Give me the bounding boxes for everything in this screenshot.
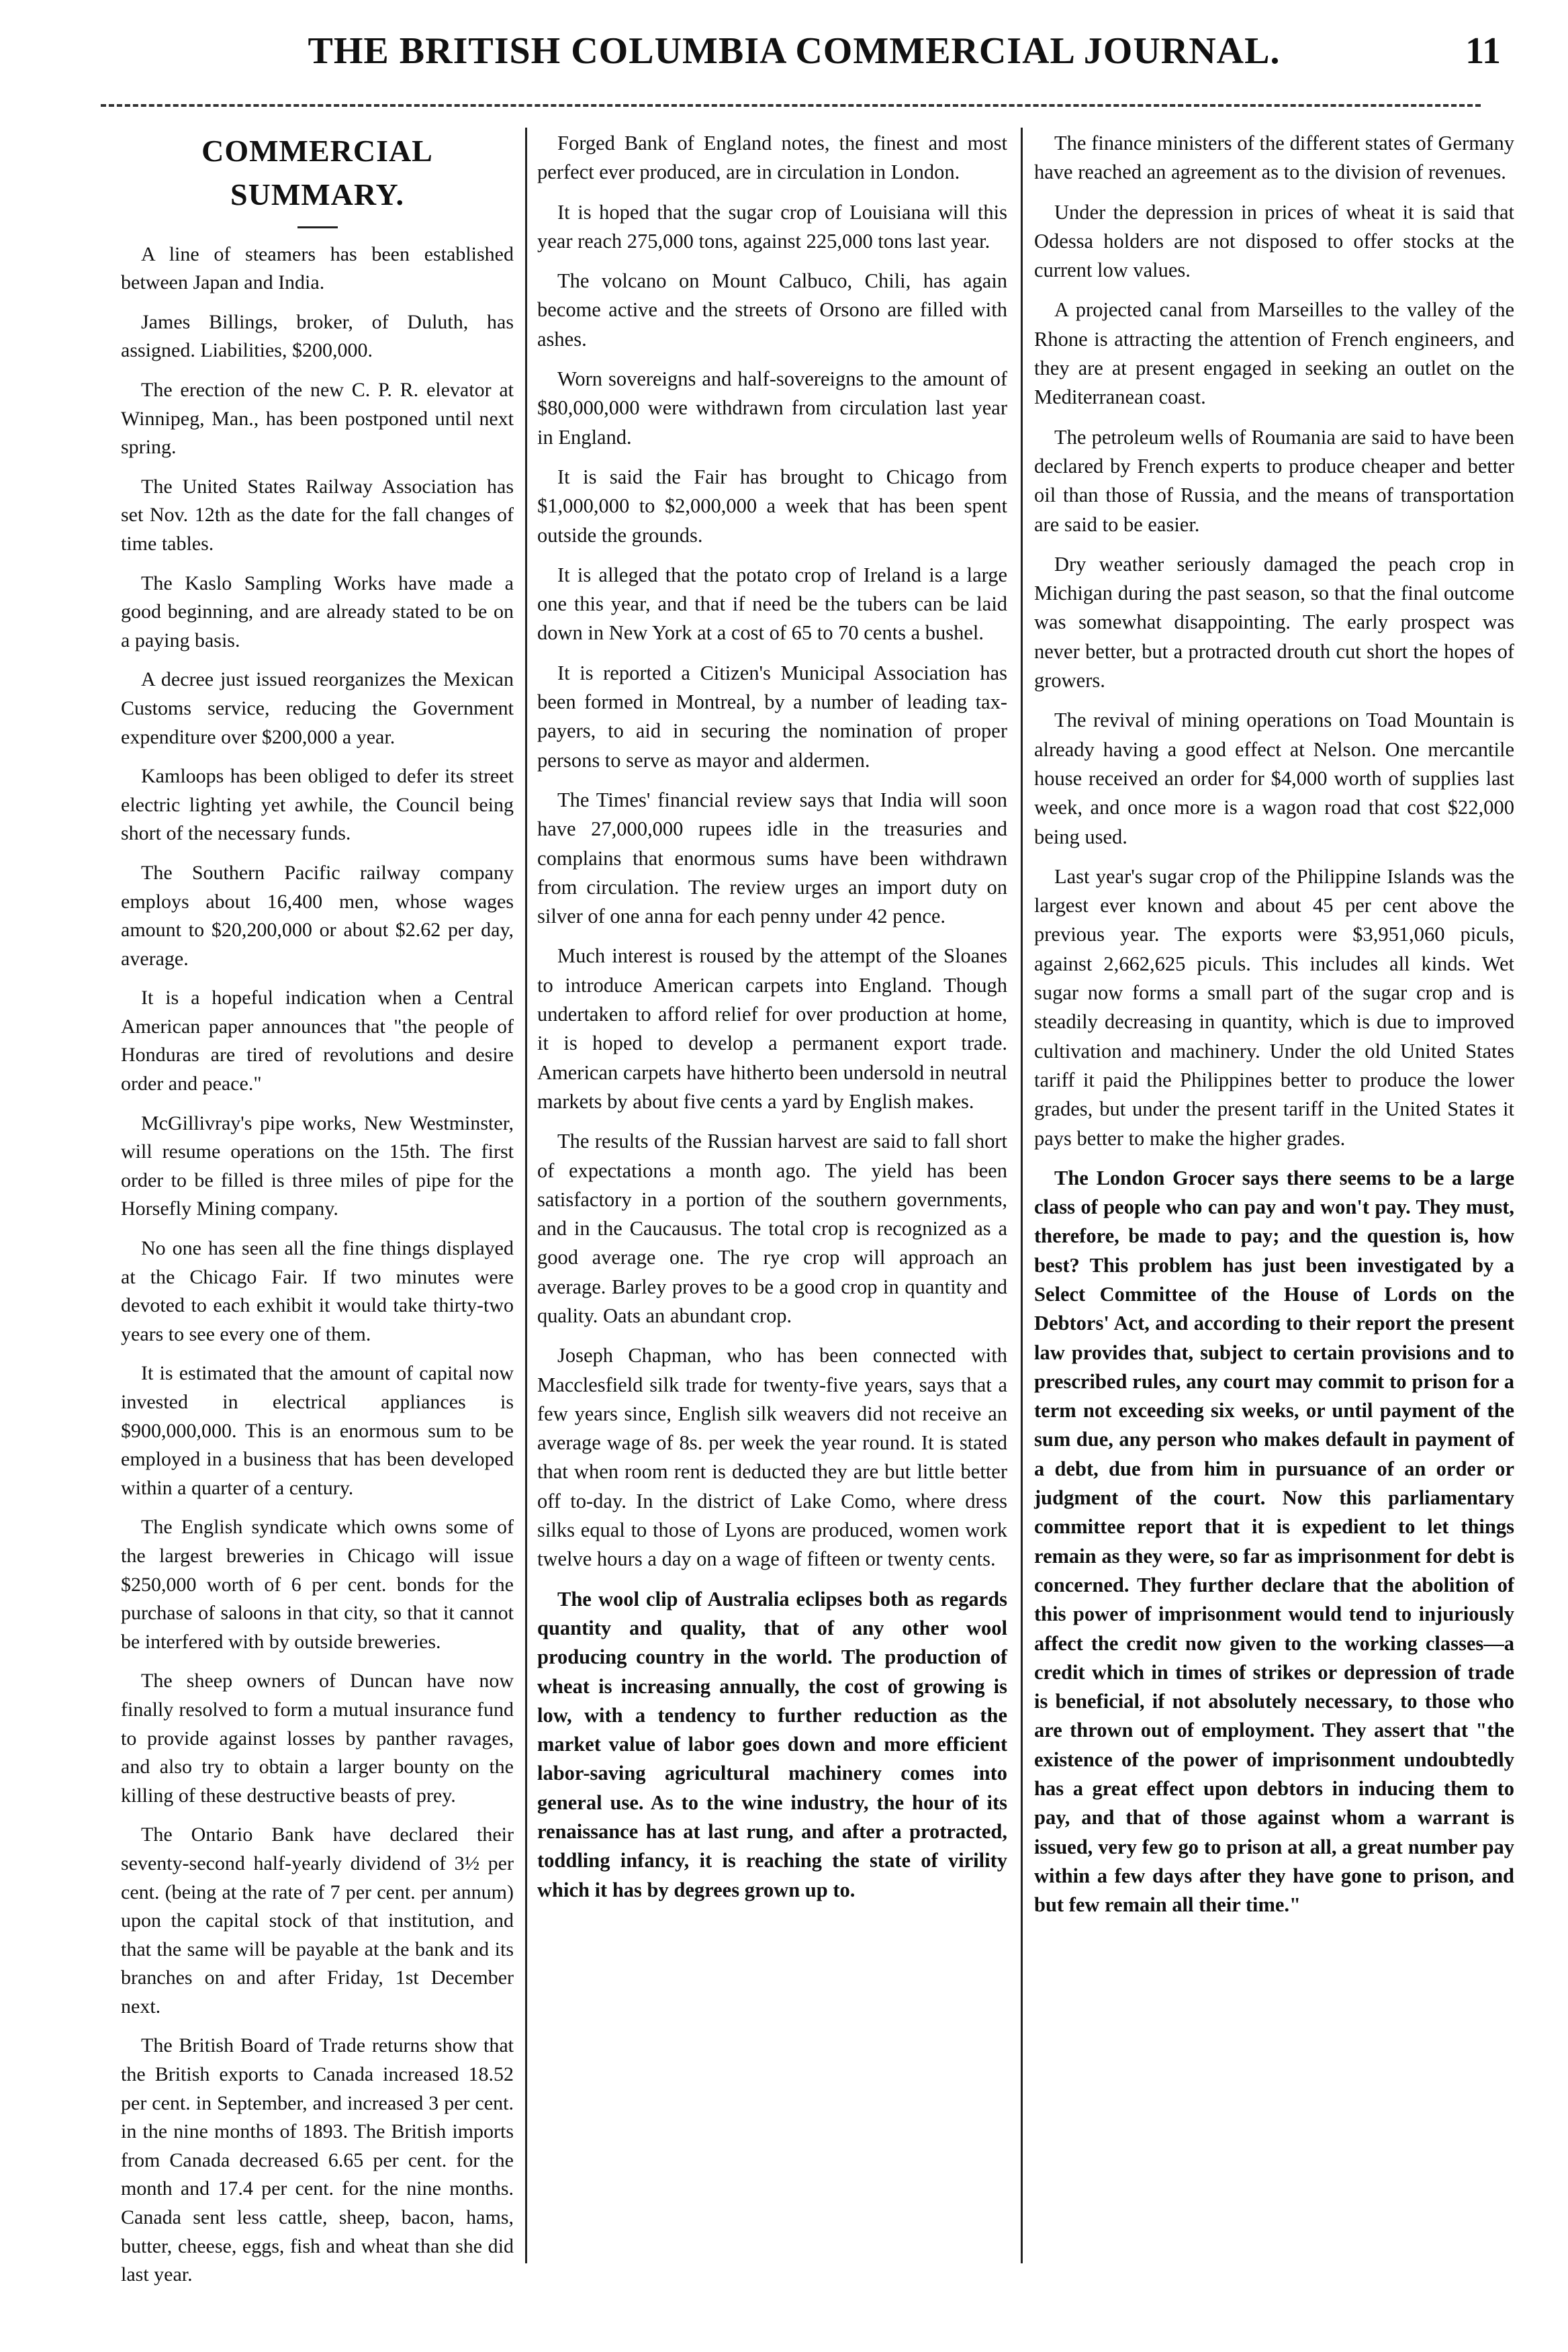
- news-item: The results of the Russian harvest are said to fall short of expectations a month ago. The yield has been satisfactory in a portion of the southern governments, and in the Caucausus. The total crop is recognized as a good average one. The rye crop will approach an average. Barley proves to be a good crop in quantity and quality. Oats an abundant crop.: [537, 1130, 1007, 1327]
- news-item: Joseph Chapman, who has been connected with Macclesfield silk trade for twenty-five years, says that a few years since, English silk weavers did not receive an average wage of 8s. per week the year round. It is stated that when room rent is deducted they are but little better off to-day. In the district of Lake Como, where dress silks equal to those of Lyons are produced, women work twelve hours a day on a wage of fifteen or twenty cents.: [537, 1344, 1007, 1571]
- news-item: Kamloops has been obliged to defer its street electric lighting yet awhile, the Council being short of the necessary funds.: [121, 765, 514, 845]
- page-number: 11: [1465, 30, 1501, 72]
- news-item: Worn sovereigns and half-sovereigns to the amount of $80,000,000 were withdrawn from circulation last year in England.: [537, 367, 1007, 449]
- heading-rule: [297, 226, 338, 228]
- header-rule: [101, 104, 1481, 107]
- journal-title: THE BRITISH COLUMBIA COMMERCIAL JOURNAL.: [308, 30, 1281, 72]
- running-head: [81, 27, 1508, 87]
- news-item: Forged Bank of England notes, the finest and most perfect ever produced, are in circulation in London.: [537, 132, 1007, 184]
- column-divider: [525, 128, 527, 2263]
- news-item: A projected canal from Marseilles to the valley of the Rhone is attracting the attention of French engineers, and they are at present engaged in seeking an outlet on the Mediterranean coast.: [1034, 298, 1514, 409]
- news-item: It is said the Fair has brought to Chicago from $1,000,000 to $2,000,000 a week that has been spent outside the grounds.: [537, 465, 1007, 547]
- news-item: Last year's sugar crop of the Philippine Islands was the largest ever known and about 45 per cent above the previous year. The exports were $3,951,060 piculs, against 2,662,625 piculs. This includes all kinds. Wet sugar now forms a small part of the sugar crop and is steadily decreasing in quantity, which is due to improved cultivation and machinery. Under the old United States tariff it paid the Philippines better to produce the lower grades, but under the present tariff in the United States it pays better to make the higher grades.: [1034, 864, 1514, 1150]
- news-item: The English syndicate which owns some of the largest breweries in Chicago will issue $250,000 worth of 6 per cent. bonds for the purchase of saloons in that city, so that it cannot be interfered with by outside breweries.: [121, 1516, 514, 1653]
- column-3: [1034, 129, 1514, 1931]
- news-item: Under the depression in prices of wheat it is said that Odessa holders are not disposed to offer stocks at the current low values.: [1034, 200, 1514, 282]
- news-item: Much interest is roused by the attempt of the Sloanes to introduce American carpets into England. Though undertaken to afford relief for over production at home, it is hoped to develop a permanent export trade. American carpets have hitherto been undersold in neutral markets by about five cents a yard by English makes.: [537, 944, 1007, 1113]
- news-item: It is hoped that the sugar crop of Louisiana will this year reach 275,000 tons, against 225,000 tons last year.: [537, 200, 1007, 253]
- news-item: It is estimated that the amount of capital now invested in electrical appliances is $900,000,000. This is an enormous sum to be employed in a business that has been developed within a quarter of a century.: [121, 1362, 514, 1499]
- news-item: The revival of mining operations on Toad Mountain is already having a good effect at Nelson. One mercantile house received an order for $4,000 worth of supplies last week, and once more is a wagon road that cost $22,000 being used.: [1034, 709, 1514, 848]
- news-item: It is a hopeful indication when a Central American paper announces that "the people of Honduras are tired of revolutions and desire order and peace.": [121, 987, 514, 1095]
- news-item: The finance ministers of the different states of Germany have reached an agreement as to the division of revenues.: [1034, 132, 1514, 184]
- news-item: The Times' financial review says that India will soon have 27,000,000 rupees idle in the treasuries and complains that enormous sums have been withdrawn from circulation. The review urges an import duty on silver of one anna for each penny under 42 pence.: [537, 788, 1007, 928]
- news-item: A decree just issued reorganizes the Mexican Customs service, reducing the Government expenditure over $200,000 a year.: [121, 668, 514, 748]
- news-item: James Billings, broker, of Duluth, has assigned. Liabilities, $200,000.: [121, 310, 514, 362]
- column-2: [537, 129, 1007, 1915]
- news-item: The Kaslo Sampling Works have made a good beginning, and are already stated to be on a paying basis.: [121, 572, 514, 651]
- news-item: The Ontario Bank have declared their seventy-second half-yearly dividend of 3½ per cent. (being at the rate of 7 per cent. per annum) upon the capital stock of that institution, and that the same will be payable at the bank and its branches on and after Friday, 1st December next.: [121, 1823, 514, 2018]
- news-item: McGillivray's pipe works, New Westminster, will resume operations on the 15th. The first order to be filled is three miles of pipe for the Horsefly Mining company.: [121, 1112, 514, 1220]
- news-item: It is reported a Citizen's Municipal Association has been formed in Montreal, by a number of leading tax-payers, to aid in securing the nomination of proper persons to serve as mayor and aldermen.: [537, 661, 1007, 772]
- news-item: The United States Railway Association has set Nov. 12th as the date for the fall changes of time tables.: [121, 475, 514, 555]
- news-item: No one has seen all the fine things displayed at the Chicago Fair. If two minutes were devoted to each exhibit it would take thirty-two years to see every one of them.: [121, 1237, 514, 1345]
- news-item: The volcano on Mount Calbuco, Chili, has again become active and the streets of Orsono are filled with ashes.: [537, 269, 1007, 351]
- news-item: A line of steamers has been established between Japan and India.: [121, 242, 514, 294]
- section-heading: COMMERCIAL SUMMARY.: [201, 134, 433, 212]
- news-item: The British Board of Trade returns show that the British exports to Canada increased 18.52 per cent. in September, and increased 3 per cent. in the nine months of 1893. The British imports from Canada decreased 6.65 per cent. for the month and 17.4 per cent. for the nine months. Canada sent less cattle, sheep, bacon, hams, butter, cheese, eggs, fish and wheat than she did last year.: [121, 2034, 514, 2286]
- news-item: The wool clip of Australia eclipses both as regards quantity and quality, that of any other wool producing country in the world. The production of wheat is increasing annually, the cost of growing is low, with a tendency to further reduction as the market value of labor goes down and more efficient labor-saving agricultural machinery comes into general use. As to the wine industry, the hour of its renaissance has at last rung, and after a protracted, toddling infancy, it is reaching the state of virility which it has by degrees grown up to.: [537, 1587, 1007, 1901]
- news-item: It is alleged that the potato crop of Ireland is a large one this year, and that if need be the tubers can be laid down in New York at a cost of 65 to 70 cents a bushel.: [537, 563, 1007, 645]
- news-item: The London Grocer says there seems to be a large class of people who can pay and won't pay. They must, therefore, be made to pay; and the question is, how best? This problem has just been investigated by a Select Committee of the House of Lords on the Debtors' Act, and according to their report the present law provides that, subject to certain provisions and to prescribed rules, any court may commit to prison for a term not exceeding six weeks, or until payment of the sum due, any person who makes default in payment of a debt, due from him in pursuance of an order or judgment of the court. Now this parliamentary committee report that it is expedient to let things remain as they were, so far as imprisonment for debt is concerned. They further declare that the abolition of this power of imprisonment would tend to injuriously affect the credit now given to the working classes—a credit which in times of strikes or depression of trade is beneficial, if not absolutely necessary, to those who are thrown out of employment. They assert that "the existence of the power of imprisonment undoubtedly has a great effect upon debtors in inducing them to pay, and that of those against whom a warrant is issued, very few go to prison at all, a great number pay within a few days after they have gone to prison, and but few remain all their time.": [1034, 1166, 1514, 1917]
- news-item: The erection of the new C. P. R. elevator at Winnipeg, Man., has been postponed until next spring.: [121, 379, 514, 459]
- column-divider: [1021, 128, 1023, 2263]
- news-item: Dry weather seriously damaged the peach crop in Michigan during the past season, so that the final outcome was somewhat disappointing. The early prospect was never better, but a protracted drouth cut short the hopes of growers.: [1034, 552, 1514, 692]
- news-item: The Southern Pacific railway company employs about 16,400 men, whose wages amount to $20,200,000 or about $2.62 per day, average.: [121, 861, 514, 970]
- news-item: The petroleum wells of Roumania are said to have been declared by French experts to produce cheaper and better oil than those of Russia, and the means of transportation are said to be easier.: [1034, 425, 1514, 536]
- column-1: [121, 129, 514, 2300]
- news-item: The sheep owners of Duncan have now finally resolved to form a mutual insurance fund to provide against losses by panther ravages, and also try to obtain a larger bounty on the killing of these destructive beasts of prey.: [121, 1670, 514, 1807]
